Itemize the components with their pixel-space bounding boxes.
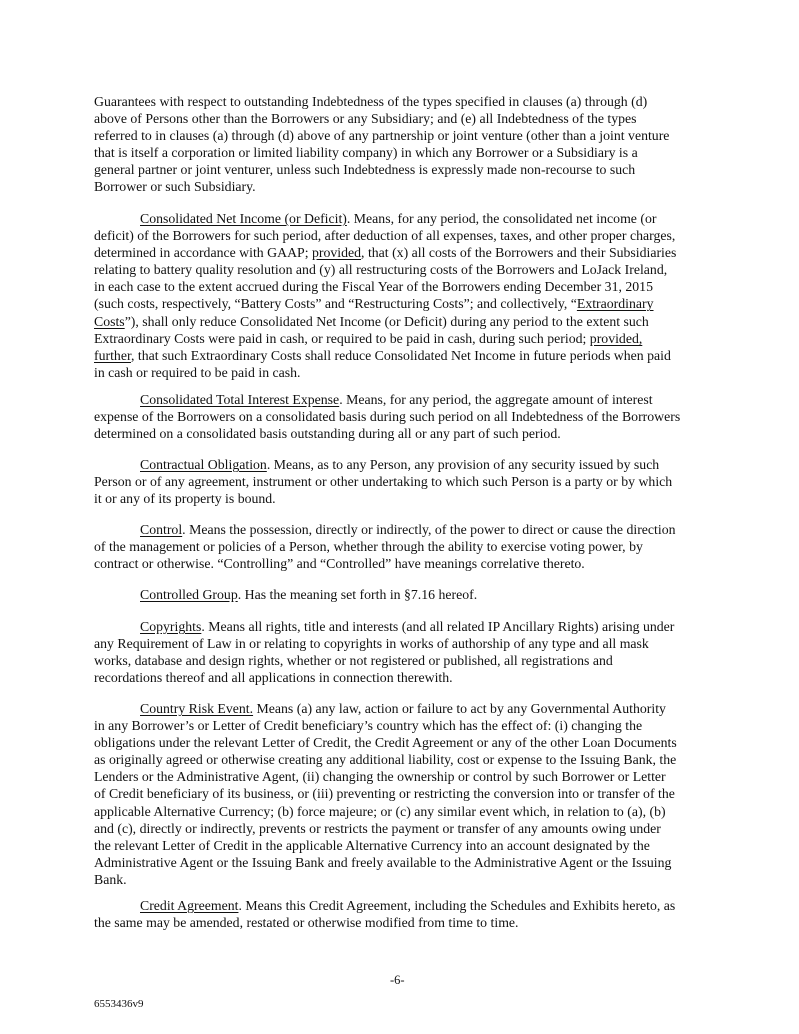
paragraph-guarantees-continued <box>94 93 714 196</box>
text-line: Country Risk Event. Means (a) any law, action or failure to act by any Governmental Authority <box>140 701 666 716</box>
text-line: Extraordinary Costs were paid in cash, or required to be paid in cash, during such period; provided, <box>94 330 643 346</box>
text-line: (such costs, respectively, “Battery Costs” and “Restructuring Costs”; and collectively, “Extraordinary <box>94 296 654 312</box>
text-line: that is itself a corporation or limited liability company) in which any Borrower or a Subsidiary is a <box>94 145 638 161</box>
text-line: in any Borrower’s or Letter of Credit beneficiary’s country which has the effect of: (i) changing the <box>94 718 643 734</box>
text-line: any Requirement of Law in or relating to copyrights in works of authorship of any type and all mask <box>94 636 649 652</box>
text-line: determined in accordance with GAAP; provided, that (x) all costs of the Borrowers and their Subsidiaries <box>94 245 677 261</box>
definition-controlled-group <box>94 586 714 603</box>
text-line: Person or of any agreement, instrument or other undertaking to which such Person is a party or by which <box>94 474 673 490</box>
text-line: above of Persons other than the Borrowers or any Subsidiary; and (e) all Indebtedness of the types <box>94 111 637 127</box>
text-line: it or any of its property is bound. <box>94 491 276 507</box>
definition-credit-agreement <box>94 897 714 931</box>
text-line: obligations under the relevant Letter of Credit, the Credit Agreement or any of the other Loan Documents <box>94 735 677 751</box>
page-number: -6- <box>390 973 405 987</box>
text-line: and (c), directly or indirectly, prevents or restricts the payment or transfer of any amounts owing under <box>94 820 661 836</box>
definition-copyrights <box>94 618 714 686</box>
defined-term: Contractual Obligation <box>140 457 267 472</box>
text-line: Consolidated Net Income (or Deficit). Means, for any period, the consolidated net income (or <box>140 211 657 226</box>
defined-term: Consolidated Net Income (or Deficit) <box>140 211 347 226</box>
text-line: Copyrights. Means all rights, title and interests (and all related IP Ancillary Rights) arising under <box>140 619 675 634</box>
text-line: of Credit beneficiary of its business, or (iii) preventing or restricting the conversion into or transfer of the <box>94 786 675 802</box>
defined-term: Country Risk Event. <box>140 701 254 716</box>
text-line: Bank. <box>94 871 127 887</box>
text-line: Contractual Obligation. Means, as to any Person, any provision of any security issued by such <box>140 457 660 472</box>
document-id: 6553436v9 <box>94 998 144 1010</box>
text-line: Consolidated Total Interest Expense. Means, for any period, the aggregate amount of interest <box>140 392 653 407</box>
definition-country-risk-event <box>94 700 714 888</box>
definition-contractual-obligation <box>94 456 714 507</box>
defined-term: Control <box>140 522 183 537</box>
defined-term: Credit Agreement <box>140 898 239 913</box>
text-line: Lenders or the Administrative Agent, (ii) changing the ownership or control by such Borrower or Letter <box>94 769 666 785</box>
provided-term: provided <box>312 245 362 261</box>
text-line: Credit Agreement. Means this Credit Agreement, including the Schedules and Exhibits hereto, as <box>140 898 676 913</box>
text-line: general partner or joint venturer, unless such Indebtedness is expressly made non-recourse to such <box>94 162 636 178</box>
text-line: Borrower or such Subsidiary. <box>94 179 256 195</box>
definition-control <box>94 521 714 572</box>
further-term: further <box>94 347 131 363</box>
text-line: expense of the Borrowers on a consolidated basis during such period on all Indebtedness of the Borrowers <box>94 409 681 425</box>
definition-consolidated-net-income <box>94 210 714 381</box>
text-line: relating to battery quality resolution and (y) all restructuring costs of the Borrowers and LoJack Ireland, <box>94 262 668 278</box>
text-line: contract or otherwise. “Controlling” and “Controlled” have meanings correlative thereto. <box>94 556 585 572</box>
definition-consolidated-total-interest-expense <box>94 391 714 442</box>
defined-term: Copyrights <box>140 619 202 634</box>
text-line: determined on a consolidated basis outstanding during all or any part of such period. <box>94 426 561 442</box>
text-line: referred to in clauses (a) through (d) above of any partnership or joint venture (other than a joint venture <box>94 128 670 144</box>
text-line: recordations thereof and all applications in connection therewith. <box>94 670 453 686</box>
text-line: the relevant Letter of Credit in the applicable Alternative Currency into an account designated by the <box>94 837 650 853</box>
defined-term: Controlled Group <box>140 587 238 602</box>
provided-term: provided, <box>589 330 643 346</box>
text-line: Controlled Group. Has the meaning set forth in §7.16 hereof. <box>140 587 478 602</box>
text-line: applicable Alternative Currency; (b) force majeure; or (c) any similar event which, in relation to (a), (b) <box>94 803 666 819</box>
text-line: the same may be amended, restated or otherwise modified from time to time. <box>94 915 519 931</box>
defined-term: Consolidated Total Interest Expense <box>140 392 340 407</box>
text-line: Administrative Agent or the Issuing Bank and freely available to the Administrative Agent or the Issuing <box>94 854 672 870</box>
text-line: as originally agreed or otherwise creating any additional liability, cost or expense to the Issuing Bank, the <box>94 752 677 768</box>
text-line: Control. Means the possession, directly or indirectly, of the power to direct or cause the direction <box>140 522 676 537</box>
text-line: Costs”), shall only reduce Consolidated Net Income (or Deficit) during any period to the extent such <box>94 313 649 329</box>
text-line: works, database and design rights, whether or not registered or published, all registrations and <box>94 653 613 669</box>
text-line: in each case to the extent accrued during the Fiscal Year of the Borrowers ending December 31, 2015 <box>94 279 653 295</box>
text-line: further, that such Extraordinary Costs shall reduce Consolidated Net Income in future periods when paid <box>94 347 671 363</box>
text-line: in cash or required to be paid in cash. <box>94 364 301 380</box>
defined-term: Extraordinary <box>576 296 654 312</box>
text-line: Guarantees with respect to outstanding Indebtedness of the types specified in clauses (a) through (d) <box>94 94 648 109</box>
text-line: of the management or policies of a Person, whether through the ability to exercise voting power, by <box>94 539 643 555</box>
defined-term: Costs <box>94 313 125 329</box>
text-line: deficit) of the Borrowers for such period, after deduction of all expenses, taxes, and other proper charges, <box>94 228 676 244</box>
